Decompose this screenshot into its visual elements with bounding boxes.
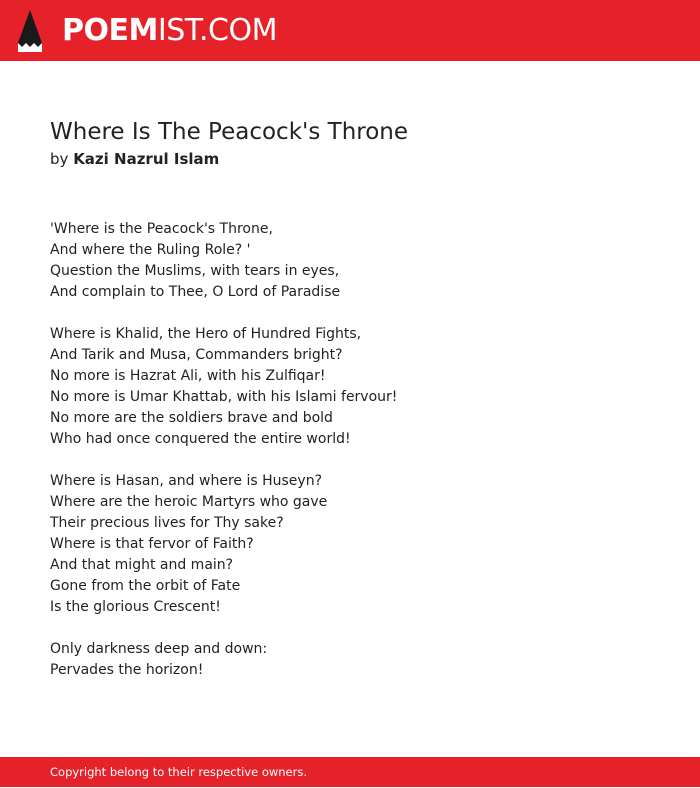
poem-line: And where the Ruling Role? ': [50, 242, 251, 258]
stanza: [50, 219, 670, 303]
stanza: [50, 471, 670, 618]
poem-line: And complain to Thee, O Lord of Paradise: [50, 284, 341, 300]
poem-byline: [50, 148, 219, 170]
poem-line: And Tarik and Musa, Commanders bright?: [50, 347, 343, 363]
poem-line: Where is Khalid, the Hero of Hundred Fights,: [50, 326, 362, 342]
poem-line: Only darkness deep and down:: [50, 641, 268, 657]
copyright-text: Copyright belong to their respective owners.: [50, 765, 308, 779]
site-footer: [0, 757, 700, 787]
poem-line: Pervades the horizon!: [50, 662, 204, 678]
pencil-logo-icon[interactable]: [18, 10, 42, 52]
author-name: Kazi Nazrul Islam: [73, 150, 220, 168]
poem-line: Where is Hasan, and where is Huseyn?: [50, 473, 322, 489]
site-header: [0, 0, 700, 61]
poem-line: 'Where is the Peacock's Throne,: [50, 221, 273, 237]
poem-line: No more is Hazrat Ali, with his Zulfiqar!: [50, 368, 326, 384]
site-logo[interactable]: [62, 12, 277, 50]
poem-line: Gone from the orbit of Fate: [50, 578, 241, 594]
by-label: by: [50, 150, 69, 168]
poem-line: Question the Muslims, with tears in eyes,: [50, 263, 340, 279]
logo-text-light: IST.COM: [157, 13, 277, 48]
poem-title: Where Is The Peacock's Throne: [50, 119, 409, 145]
poem-line: Where is that fervor of Faith?: [50, 536, 254, 552]
poem-line: No more are the soldiers brave and bold: [50, 410, 333, 426]
poem-line: Is the glorious Crescent!: [50, 599, 221, 615]
poem-line: Their precious lives for Thy sake?: [50, 515, 284, 531]
poem-line: Where are the heroic Martyrs who gave: [50, 494, 328, 510]
logo-text-bold: POEM: [62, 13, 158, 48]
stanza: [50, 324, 670, 450]
poem-line: And that might and main?: [50, 557, 234, 573]
poem-body: [50, 219, 670, 702]
poem-line: No more is Umar Khattab, with his Islami fervour!: [50, 389, 398, 405]
poem-line: Who had once conquered the entire world!: [50, 431, 351, 447]
stanza: [50, 639, 670, 681]
